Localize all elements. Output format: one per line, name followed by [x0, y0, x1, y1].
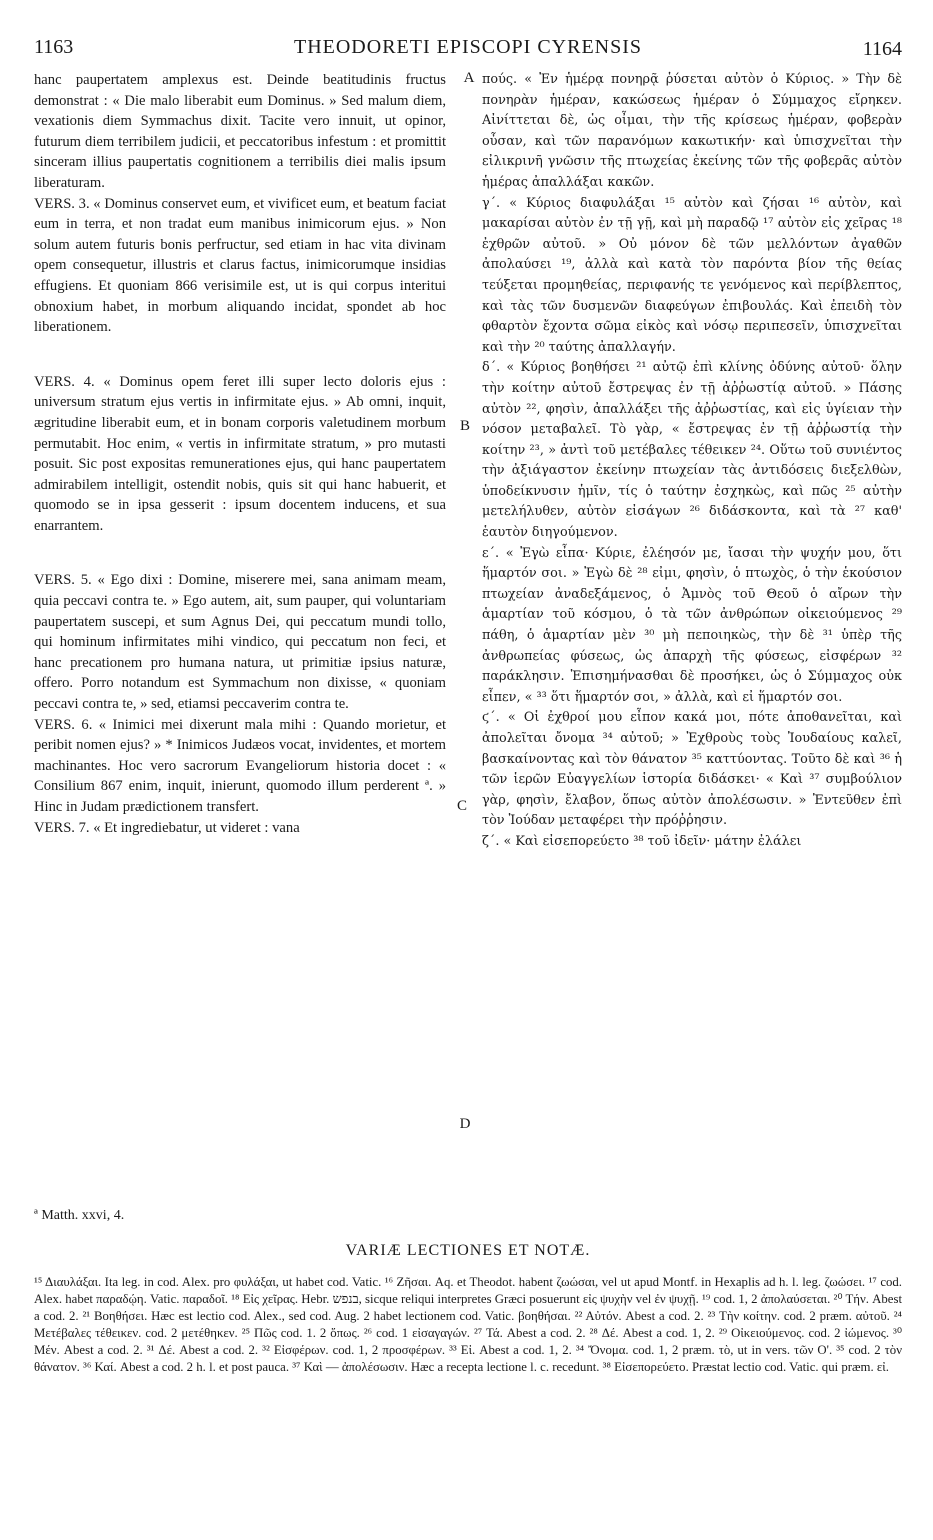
- page-number-left: 1163: [34, 36, 74, 58]
- greek-paragraph: ζ΄. « Καὶ εἰσεπορεύετο ³⁸ τοῦ ἰδεῖν· μάτην ἐλάλει: [482, 833, 802, 849]
- page-number-right: 1164: [862, 38, 902, 60]
- notes-title: VARIÆ LECTIONES ET NOTÆ.: [345, 1242, 591, 1259]
- greek-paragraph: ϛ΄. « Οἱ ἐχθροί μου εἶπον κακά μοι, πότε ἀποθανεῖται, καὶ ἀπολεῖται ὄνομα ³⁴ αὐτοῦ; » Ἐχθροὺς τοὺς Ἰουδαίους καλεῖ, βασκαίνοντας καὶ τὸν θάνατον ³⁵ καττύοντας. Τοῦτο δὲ καὶ ³⁶ ἡ τῶν ἱερῶν Εὐαγγελίων ἱστορία διδάσκει· « Καὶ ³⁷ συμβούλιον γὰρ, φησὶν, ἔλαβον, ὅπως αὐτὸν ἀπολέσωσιν. » Ἐντεῦθεν ἐπὶ τὸν Ἰούδαν μεταφέρει τὴν πρόῤῥησιν.: [482, 710, 902, 829]
- greek-paragraph: δ΄. « Κύριος βοηθήσει ²¹ αὐτῷ ἐπὶ κλίνης ὀδύνης αὐτοῦ· ὅλην τὴν κοίτην αὐτοῦ ἔστρεψας ἐν τῇ ἀῤῥωστίᾳ αὐτοῦ. » Πάσης αὐτὸν ²², φησὶν, ἀπαλλάξει τῆς ἀῤῥωστίας, καὶ εἰς ὑγίειαν τὴν νόσον μεταβαλεῖ. Τὸ γὰρ, « ἔστρεψας ἐν τῇ ἀῤῥωστίᾳ τὴν κοίτην ²³, » ἀντὶ τοῦ μετέβαλες τέθεικεν ²⁴. Οὕτω τοῦ συνιέντος τὴν ἀξιάγαστον ἐκείνην πτωχείαν τὰς ἀντιδόσεις διεξελθὼν, ὑποδείκνυσιν ἡμῖν, τίς ὁ ταύτην ἐσχηκὼς, καὶ πῶς ²⁵ αὐτὴν μετελήλυθεν, αὐτὸν εἰσάγων ²⁶ διδάσκοντα, καὶ τὰ ²⁷ καθ' ἑαυτὸν διηγούμενον.: [482, 360, 902, 541]
- latin-paragraph: VERS. 5. « Ego dixi : Domine, miserere mei, sana animam meam, quia peccavi contra te. » Ego autem, ait, sum pauper, qui voluntariam paupertatem suscepi, et sum Agnus Dei, qui peccatum mundi tollo, qui hominum infirmitates mihi vindico, qui peccatum non feci, et hanc precationem pro humana natura, ut primitiæ ipsius naturæ, offero. Porro notandum est Symmachum non dixisse, « quoniam peccavi contra te, » sed, etiamsi peccaverim contra te.: [34, 572, 446, 713]
- greek-paragraph: ε΄. « Ἐγὼ εἶπα· Κύριε, ἐλέησόν με, ἴασαι τὴν ψυχήν μου, ὅτι ἥμαρτόν σοι. » Ἐγὼ δὲ ²⁸ εἰμι, φησὶν, ὁ πτωχὸς, ὁ τὴν ἑκούσιον πτωχείαν ἀναδεξάμενος, ὁ Ἀμνὸς τοῦ Θεοῦ ὁ αἴρων τὴν ἁμαρτίαν τοῦ κόσμου, ὁ τὰ τῶν ἀνθρώπων οἰκειούμενος ²⁹ πάθη, ὁ ἁμαρτίαν μὲν ³⁰ μὴ πεποιηκὼς, τὴν δὲ ³¹ ὑπὲρ τῆς ἀνθρωπείας φύσεως, ὡς ἀπαρχὴ τῆς φύσεως, εἰσφέρων ³² παράκλησιν. Ἐπισημήνασθαι δὲ προσήκει, ὡς ὁ Σύμμαχος οὐκ εἶπεν, « ³³ ὅτι ἥμαρτόν σοι, » ἀλλὰ, καὶ εἰ ἥμαρτόν σοι.: [482, 545, 902, 705]
- greek-paragraph: γ΄. « Κύριος διαφυλάξαι ¹⁵ αὐτὸν καὶ ζήσαι ¹⁶ αὐτὸν, καὶ μακαρίσαι αὐτὸν ἐν τῇ γῇ, καὶ μὴ παραδῷ ¹⁷ αὐτὸν εἰς χεῖρας ¹⁸ ἐχθρῶν αὐτοῦ. » Οὐ μόνον δὲ τῶν μελλόντων ἀγαθῶν ἀπολαύσει ¹⁹, ἀλλὰ καὶ κατὰ τὸν παρόντα βίον τῆς θείας τεύξεται προμηθείας, περιφανής τε γενόμενος καὶ περίβλεπτος, καὶ τὰς τῶν δυσμενῶν διαφεύγων ἐπιβουλάς. Καὶ ἐπειδὴ τὸν φθαρτὸν ἔχοντα σῶμα εἰκὸς καὶ νόσῳ περιπεσεῖν, ὑπισχνεῖται καὶ τὴν ²⁰ ταύτης ἀπαλλαγήν.: [482, 195, 902, 355]
- page-header: [34, 28, 902, 68]
- latin-paragraph: VERS. 6. « Inimici mei dixerunt mala mihi : Quando morietur, et peribit nomen ejus? » * Inimicos Judæos vocat, invidentes, et mortem machinantes. Hoc vero sacrorum Evangeliorum historia docet : « Consilium 867 enim, inquit, inierunt, quomodo illum perderent ª. » Hinc in Judam prædictionem transfert.: [34, 716, 446, 815]
- greek-column: [482, 70, 902, 853]
- latin-paragraph: VERS. 3. « Dominus conservet eum, et vivificet eum, et beatum faciat eum in terra, et non tradat eum manibus inimicorum ejus. » Non solum autem futuris bonis perfructur, sed etiam in hac vita divinam opem consequetur, illustris et clarus factus, inimicorumque insidias effugiens. Et quoniam 866 verisimile est, ut is qui corpus interitui obnoxium habet, in morbum aliquando incidat, spondet ab hoc liberationem.: [34, 195, 446, 336]
- greek-paragraph: πούς. « Ἐν ἡμέρᾳ πονηρᾷ ῥύσεται αὐτὸν ὁ Κύριος. » Τὴν δὲ πονηρὰν ἡμέραν, κακώσεως ἡμέραν ὁ Σύμμαχος εἴρηκεν. Αἰνίττεται δὲ, ὡς οἶμαι, τὴν τῆς κρίσεως ἡμέραν, φοβερὰν οὖσαν, καὶ τῶν παρανόμων κακωτικήν· καὶ ὑπισχνεῖται τὴν εἰλικρινῆ γνῶσιν τῆς πτωχείας ἐκείνης τῶν τῆς φοβερᾶς αὐτὸν ἡμέρας ἀπαλλάξαι κακῶν.: [482, 72, 902, 190]
- latin-paragraph: hanc paupertatem amplexus est. Deinde beatitudinis fructus demonstrat : « Die malo liberabit eum Dominus. » Sed malum diem, vexationis diem Symmachus dixit. Tacite vero innuit, ut opinor, futurum diem terribilem judicii, et peccatoribus infestum : et promittit sinceram illius paupertatis cognitionem a terribilis diei malis ipsum liberaturam.: [34, 72, 446, 191]
- variant-notes: ¹⁵ Διαυλάξαι. Ita leg. in cod. Alex. pro φυλάξαι, ut habet cod. Vatic. ¹⁶ Ζῆσαι. Aq. et Theodot. habent ζωώσαι, vel ut apud Montf. in Hexaplis ad h. l. leg. ζωώσει. ¹⁷ cod. Alex. habet παραδῴη. Vatic. παραδοῖ. ¹⁸ Εἰς χεῖρας. Hebr. בנפש, sicque reliqui interpretes Græci posuerunt εἰς ψυχὴν vel ἐν ψυχῇ. ¹⁹ cod. 1, 2 ἀπολαύσεται. ²⁰ Τήν. Abest a cod. 2. ²¹ Βοηθήσει. Hæc est lectio cod. Alex., sed cod. Aug. 2 habet lectionem cod. Vatic. βοηθήσαι. ²² Αὐτόν. Abest a cod. 2. ²³ Τὴν κοίτην. cod. 2 præm. αὐτοῦ. ²⁴ Μετέβαλες τέθεικεν. cod. 2 μετέθηκεν. ²⁵ Πῶς cod. 1. 2 ὅπως. ²⁶ cod. 1 εἰσαγαγών. ²⁷ Τά. Abest a cod. 2. ²⁸ Δέ. Abest a cod. 1, 2. ²⁹ Οἰκειούμενος. cod. 2 ἰώμενος. ³⁰ Μέν. Abest a cod. 2. ³¹ Δέ. Abest a cod. 2. ³² Εἰσφέρων. cod. 1, 2 προσφέρων. ³³ Εἰ. Abest a cod. 1, 2. ³⁴ Ὄνομα. cod. 1, 2 præm. τὸ, ut in vers. τῶν O'. ³⁵ cod. 2 τὸν θάνατον. ³⁶ Καί. Abest a cod. 2 h. l. et post pauca. ³⁷ Καὶ — ἀπολέσωσιν. Hæc a recepta lectione l. c. recedunt. ³⁸ Εἰσεπορεύετο. Præstat lectio cod. Vatic. qui præm. εἰ.: [34, 1275, 903, 1374]
- margin-marker-d: D: [459, 1116, 471, 1132]
- margin-marker-c: C: [456, 798, 467, 814]
- running-title: THEODORETI EPISCOPI CYRENSIS: [293, 36, 643, 58]
- latin-paragraph: VERS. 7. « Et ingrediebatur, ut videret : vana: [34, 819, 300, 836]
- footnote: ª Matth. xxvi, 4.: [34, 1208, 125, 1223]
- margin-marker-a: A: [463, 70, 475, 86]
- margin-marker-b: B: [459, 418, 470, 434]
- latin-paragraph: VERS. 4. « Dominus opem feret illi super lecto doloris ejus : universum stratum ejus vertis in infirmitate ejus. » Ab omni, inquit, ægritudine liberabit eum, et in bonam corporis valetudinem morbum permutabit. Hoc enim, « vertis in infirmitate stratum, » pro mutasti posuit. Sic post expositas remunerationes ejus, qui hanc paupertatem admirabilem intelligit, ostendit nobis, quis sit qui hanc habuerit, et quomodo se in ipsa gesserit : ipsum docentem inducens, et sua enarrantem.: [34, 373, 446, 534]
- latin-column: [34, 70, 446, 838]
